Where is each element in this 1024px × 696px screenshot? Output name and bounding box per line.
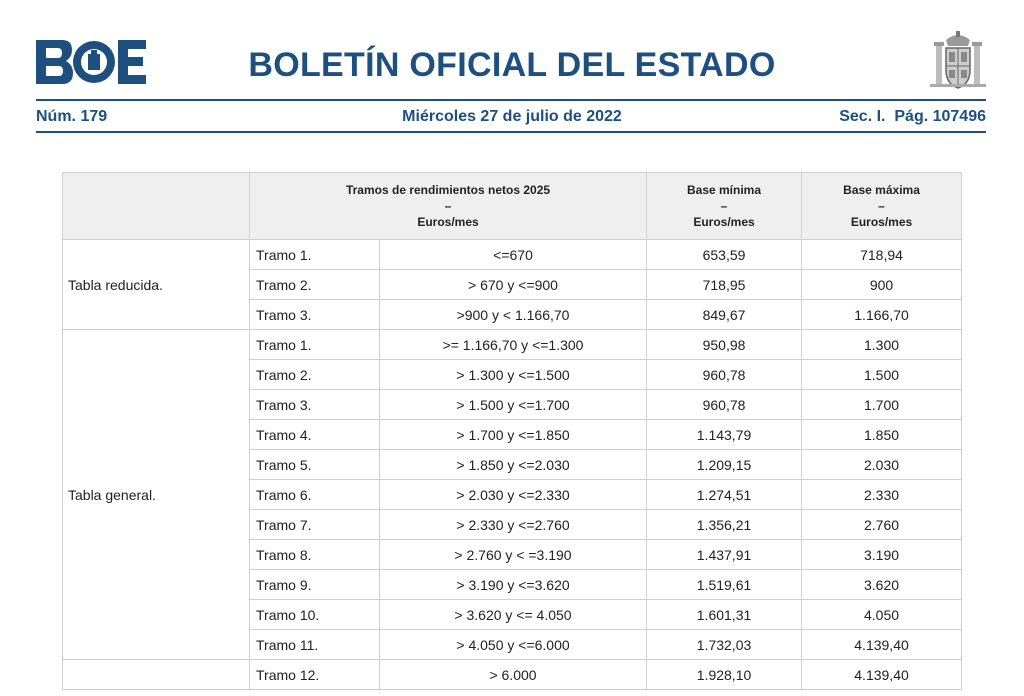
- range-cell: > 1.500 y <=1.700: [380, 390, 647, 420]
- base-max-cell: 2.760: [802, 510, 962, 540]
- base-max-cell: 4.139,40: [802, 660, 962, 690]
- base-max-cell: 4.139,40: [802, 630, 962, 660]
- tramo-cell: Tramo 1.: [250, 240, 380, 270]
- base-min-cell: 960,78: [647, 390, 802, 420]
- base-max-cell: 1.850: [802, 420, 962, 450]
- base-min-cell: 960,78: [647, 360, 802, 390]
- range-cell: > 6.000: [380, 660, 647, 690]
- range-cell: > 4.050 y <=6.000: [380, 630, 647, 660]
- boe-logo-icon: [36, 40, 146, 84]
- base-min-cell: 1.274,51: [647, 480, 802, 510]
- tramos-table: [62, 172, 962, 690]
- base-min-cell: 849,67: [647, 300, 802, 330]
- issue-number: Núm. 179: [36, 108, 108, 125]
- range-cell: > 1.300 y <=1.500: [380, 360, 647, 390]
- base-min-cell: 1.732,03: [647, 630, 802, 660]
- base-max-cell: 2.030: [802, 450, 962, 480]
- header-tramos-title: Tramos de rendimientos netos 2025: [345, 183, 551, 197]
- base-min-cell: 1.209,15: [647, 450, 802, 480]
- tramo-cell: Tramo 6.: [250, 480, 380, 510]
- group-tabla-general: Tabla general.: [63, 330, 250, 660]
- header-tramos-unit: Euros/mes: [417, 215, 479, 229]
- header-base-maxima-unit: Euros/mes: [850, 215, 913, 229]
- range-cell: > 670 y <=900: [380, 270, 647, 300]
- header-tramos: [250, 173, 647, 240]
- header-rule-top: [36, 99, 986, 101]
- section-page: [839, 108, 986, 126]
- tramo-cell: Tramo 5.: [250, 450, 380, 480]
- table-row: [63, 660, 962, 690]
- base-max-cell: 1.700: [802, 390, 962, 420]
- tramo-cell: Tramo 11.: [250, 630, 380, 660]
- base-min-cell: 1.601,31: [647, 600, 802, 630]
- tramo-cell: Tramo 3.: [250, 390, 380, 420]
- base-min-cell: 950,98: [647, 330, 802, 360]
- range-cell: <=670: [380, 240, 647, 270]
- range-cell: >900 y < 1.166,70: [380, 300, 647, 330]
- table-row: [63, 240, 962, 270]
- header-empty-cell: [63, 173, 250, 240]
- tramo-cell: Tramo 4.: [250, 420, 380, 450]
- range-cell: > 1.850 y <=2.030: [380, 450, 647, 480]
- header-base-maxima: [802, 173, 962, 240]
- base-min-cell: 718,95: [647, 270, 802, 300]
- header-base-maxima-dash: –: [878, 199, 885, 213]
- base-max-cell: 718,94: [802, 240, 962, 270]
- tramo-cell: Tramo 3.: [250, 300, 380, 330]
- base-min-cell: 1.143,79: [647, 420, 802, 450]
- issue-date: Miércoles 27 de julio de 2022: [402, 108, 622, 125]
- tramo-cell: Tramo 10.: [250, 600, 380, 630]
- tramo-cell: Tramo 2.: [250, 270, 380, 300]
- range-cell: > 3.620 y <= 4.050: [380, 600, 647, 630]
- base-max-cell: 1.166,70: [802, 300, 962, 330]
- header-base-maxima-title: Base máxima: [843, 183, 920, 197]
- range-cell: > 2.760 y < =3.190: [380, 540, 647, 570]
- base-max-cell: 4.050: [802, 600, 962, 630]
- tramo-cell: Tramo 12.: [250, 660, 380, 690]
- base-max-cell: 2.330: [802, 480, 962, 510]
- group-tabla-reducida: Tabla reducida.: [63, 240, 250, 330]
- base-min-cell: 1.437,91: [647, 540, 802, 570]
- coat-of-arms-icon: [928, 30, 988, 92]
- masthead: [0, 0, 1024, 100]
- base-min-cell: 1.928,10: [647, 660, 802, 690]
- section-label: Sec. I.: [839, 108, 886, 125]
- range-cell: > 2.330 y <=2.760: [380, 510, 647, 540]
- page-title: BOLETÍN OFICIAL DEL ESTADO: [248, 46, 776, 84]
- base-max-cell: 1.500: [802, 360, 962, 390]
- tramo-cell: Tramo 8.: [250, 540, 380, 570]
- page-number: Pág. 107496: [894, 108, 986, 125]
- base-min-cell: 653,59: [647, 240, 802, 270]
- header-base-minima: [647, 173, 802, 240]
- header-base-minima-unit: Euros/mes: [693, 215, 755, 229]
- base-min-cell: 1.519,61: [647, 570, 802, 600]
- range-cell: > 1.700 y <=1.850: [380, 420, 647, 450]
- base-max-cell: 900: [802, 270, 962, 300]
- base-max-cell: 3.190: [802, 540, 962, 570]
- table-row: [63, 330, 962, 360]
- table-header-row: [63, 173, 962, 240]
- group-empty-cell: [63, 660, 250, 690]
- range-cell: > 2.030 y <=2.330: [380, 480, 647, 510]
- tramo-cell: Tramo 9.: [250, 570, 380, 600]
- range-cell: > 3.190 y <=3.620: [380, 570, 647, 600]
- base-max-cell: 1.300: [802, 330, 962, 360]
- header-rule-bottom: [36, 131, 986, 133]
- base-max-cell: 3.620: [802, 570, 962, 600]
- base-min-cell: 1.356,21: [647, 510, 802, 540]
- tramo-cell: Tramo 2.: [250, 360, 380, 390]
- header-base-minima-title: Base mínima: [686, 183, 762, 197]
- range-cell: >= 1.166,70 y <=1.300: [380, 330, 647, 360]
- tramo-cell: Tramo 7.: [250, 510, 380, 540]
- header-base-minima-dash: –: [720, 199, 728, 213]
- tramo-cell: Tramo 1.: [250, 330, 380, 360]
- header-tramos-dash: –: [444, 199, 452, 213]
